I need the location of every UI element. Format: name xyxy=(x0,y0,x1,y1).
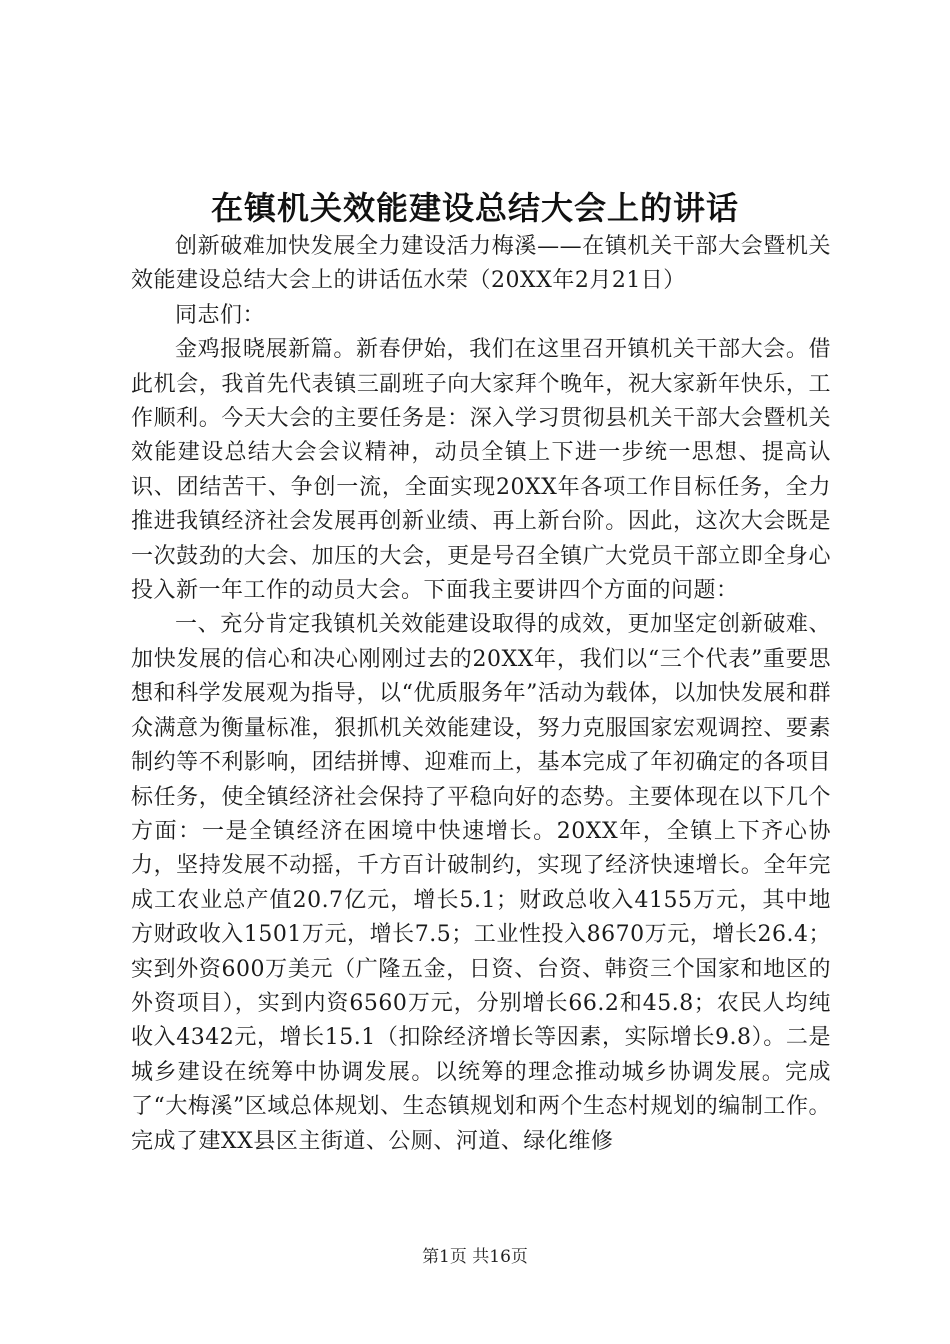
paragraph-subtitle: 创新破难加快发展全力建设活力梅溪——在镇机关干部大会暨机关效能建设总结大会上的讲话伍水荣（20XX年2月21日） xyxy=(131,234,831,294)
page-footer: 第1页 共16页 xyxy=(422,1247,528,1267)
document-title: 在镇机关效能建设总结大会上的讲话 xyxy=(210,189,739,227)
paragraph-section-one: 一、充分肯定我镇机关效能建设取得的成效，更加坚定创新破难、加快发展的信心和决心刚刚过去的20XX年，我们以“三个代表”重要思想和科学发展观为指导，以“优质服务年”活动为载体，以加快发展和群众满意为衡量标准，狠抓机关效能建设，努力克服国家宏观调控、要素制约等不利影响，团结拼博、迎难而上，基本完成了年初确定的各项目标任务，使全镇经济社会保持了平稳向好的态势。主要体现在以下几个方面：一是全镇经济在困境中快速增长。20XX年，全镇上下齐心协力，坚持发展不动摇，千方百计破制约，实现了经济快速增长。全年完成工农业总产值20.7亿元，增长5.1；财政总收入4155万元，其中地方财政收入1501万元，增长7.5；工业性投入8670万元，增长26.4；实到外资600万美元（广隆五金，日资、台资、韩资三个国家和地区的外资项目），实到内资6560万元，分别增长66.2和45.8；农民人均纯收入4342元，增长15.1（扣除经济增长等因素，实际增长9.8）。二是城乡建设在统筹中协调发展。以统筹的理念推动城乡协调发展。完成了“大梅溪”区域总体规划、生态镇规划和两个生态村规划的编制工作。完成了建XX县区主街道、公厕、河道、绿化维修 xyxy=(131,612,831,1154)
paragraph-opening: 金鸡报晓展新篇。新春伊始，我们在这里召开镇机关干部大会。借此机会，我首先代表镇三副班子向大家拜个晚年，祝大家新年快乐，工作顺利。今天大会的主要任务是：深入学习贯彻县机关干部大会暨机关效能建设总结大会会议精神，动员全镇上下进一步统一思想、提高认识、团结苦干、争创一流，全面实现20XX年各项工作目标任务，全力推进我镇经济社会发展再创新业绩、再上新台阶。因此，这次大会既是一次鼓劲的大会、加压的大会，更是号召全镇广大党员干部立即全身心投入新一年工作的动员大会。下面我主要讲四个方面的问题： xyxy=(131,337,831,604)
paragraph-salutation: 同志们： xyxy=(175,302,266,328)
document-body xyxy=(131,230,831,1159)
